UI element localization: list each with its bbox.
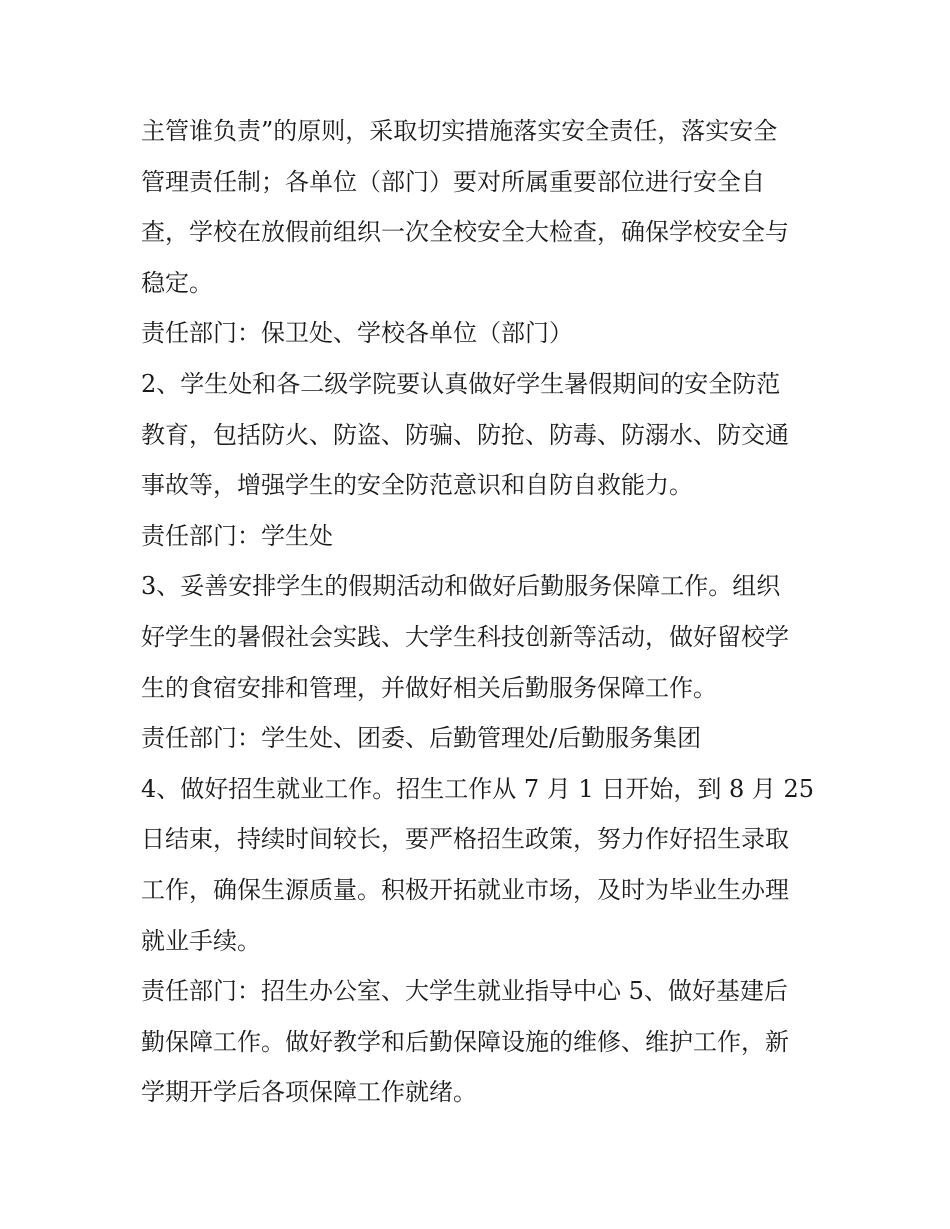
paragraph-item-4 (141, 764, 821, 966)
text-line: 好学生的暑假社会实践、大学生科技创新等活动，做好留校学 (141, 622, 789, 651)
text-line: 责任部门：学生处 (141, 521, 333, 550)
text-line: 3、妥善安排学生的假期活动和做好后勤服务保障工作。组织 (141, 572, 781, 601)
paragraph-item-2 (141, 359, 821, 511)
paragraph-safety-responsibility (141, 106, 821, 308)
responsible-department-3 (141, 713, 821, 764)
text-line: 勤保障工作。做好教学和后勤保障设施的维修、维护工作，新 (141, 1027, 789, 1056)
document-body (141, 106, 821, 1118)
text-line: 管理责任制；各单位（部门）要对所属重要部位进行安全自 (141, 167, 765, 196)
text-line: 教育，包括防火、防盗、防骗、防抢、防毒、防溺水、防交通 (141, 420, 789, 449)
text-line: 就业手续。 (141, 926, 261, 955)
paragraph-item-5 (141, 966, 821, 1118)
text-line: 责任部门：招生办公室、大学生就业指导中心 5、做好基建后 (141, 977, 788, 1006)
text-line: 工作，确保生源质量。积极开拓就业市场，及时为毕业生办理 (141, 875, 789, 904)
text-line: 学期开学后各项保障工作就绪。 (141, 1078, 477, 1107)
paragraph-item-3 (141, 561, 821, 713)
text-line: 责任部门：保卫处、学校各单位（部门） (141, 319, 573, 348)
text-line: 稳定。 (141, 268, 213, 297)
text-line: 日结束，持续时间较长，要严格招生政策，努力作好招生录取 (141, 825, 789, 854)
text-line: 责任部门：学生处、团委、后勤管理处/后勤服务集团 (141, 724, 702, 753)
text-line: 4、做好招生就业工作。招生工作从 7 月 1 日开始，到 8 月 25 (141, 774, 815, 803)
text-line: 2、学生处和各二级学院要认真做好学生暑假期间的安全防范 (141, 369, 781, 398)
text-line: 主管谁负责”的原则，采取切实措施落实安全责任，落实安全 (141, 117, 778, 145)
responsible-department-2 (141, 511, 821, 562)
text-line: 事故等，增强学生的安全防范意识和自防自救能力。 (141, 471, 693, 500)
responsible-department-1 (141, 308, 821, 359)
text-line: 生的食宿安排和管理，并做好相关后勤服务保障工作。 (141, 673, 717, 702)
text-line: 查，学校在放假前组织一次全校安全大检查，确保学校安全与 (141, 218, 789, 247)
